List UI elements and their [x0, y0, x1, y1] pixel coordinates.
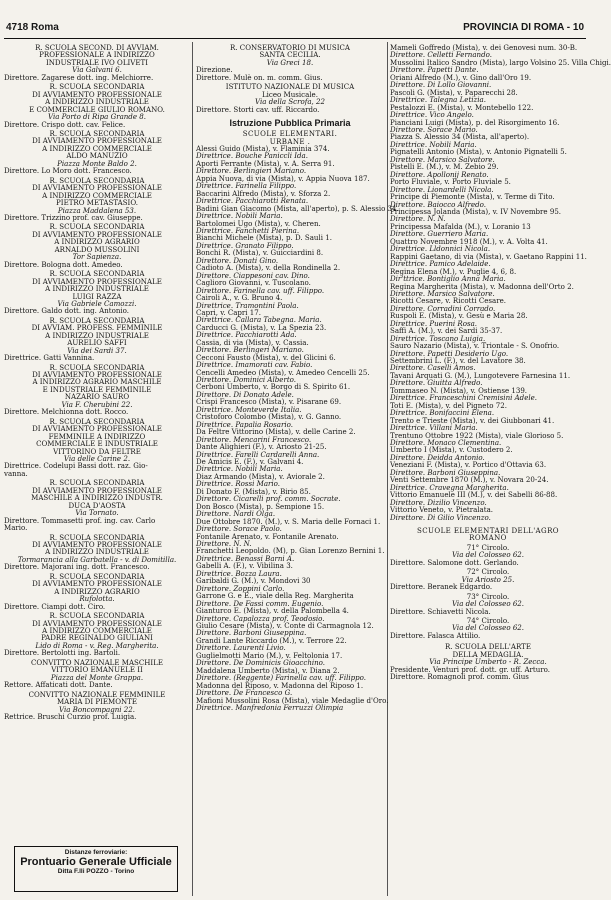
- director-line: Direttore. Ciampi dott. Ciro.: [4, 601, 106, 611]
- institution-name: COMMERCIALE E INDUSTRIALE: [36, 439, 158, 449]
- institution-name: MARIA DI PIEMONTE: [56, 697, 138, 707]
- institution-entry: [4, 691, 190, 721]
- school-line: Vittorio Veneto, v. Pietralata.: [390, 505, 494, 515]
- school-line: Alessi Guido (Mista), v. Flaminia 374.: [196, 143, 330, 153]
- institution-name: A INDIRIZZO INDUSTRIALE: [45, 97, 149, 107]
- circle-number: 73° Circolo.: [466, 591, 510, 601]
- column-middle: [196, 43, 399, 896]
- institution-name: PIETRO METASTASIO.: [56, 198, 138, 208]
- director-line: Direttore. Trizzino prof. cav. Giuseppe.: [4, 212, 143, 222]
- school-line: Di Donato F. (Mista), v. Birio 85.: [196, 486, 311, 496]
- school-line: Badini Gian Giacomo (Mista, all'aperto), p. S. Alessio 34.: [196, 203, 399, 213]
- director-line: Direttore. Cicarelli prof. comm. Socrate.: [196, 494, 341, 504]
- institution-name: LUIGI RAZZA: [72, 291, 122, 301]
- director-line: Direttore. Sorace Mario.: [390, 124, 478, 134]
- section-subheading: SCUOLE ELEMENTARI DELL'AGRO: [417, 526, 559, 535]
- director-line: Direttore. Barboni Giuseppina.: [196, 628, 307, 638]
- school-line: Porto Fluviale, v. Porto Fluviale 5.: [390, 177, 511, 187]
- director-line: Direttore. Lionardelli Nicola.: [390, 184, 494, 194]
- director-line: Direttrice. Benassi Barni A.: [196, 553, 295, 563]
- director-line: Direttrice. Gatti Vannina.: [4, 353, 95, 363]
- institution-address: Via dei Sardi 37.: [67, 345, 127, 355]
- director-line: Direttrice. Fanchetti Pierina.: [196, 225, 300, 235]
- institution-address: Piazza del Monte Grappa.: [50, 672, 144, 682]
- director-line: Direttrice. Codelupi Bassi dott. raz. Gio-: [4, 461, 148, 471]
- institution-entry: [4, 130, 190, 175]
- school-line: Guglielmotti Mario (M.), v. Feltolonia 17.: [196, 650, 343, 660]
- school-line: Don Bosco (Mista), p. Sempione 15.: [196, 501, 325, 511]
- director-line: Direttore. Apollonij Renato.: [390, 169, 489, 179]
- director-line: Direttore. Donati Gino.: [196, 255, 279, 265]
- school-line: Principe di Piemonte (Mista), v. Terme di Tito.: [390, 192, 555, 202]
- circle-number: 74° Circolo.: [466, 615, 510, 625]
- institution-name: PADRE REGINALDO GIULIANI: [41, 633, 153, 643]
- director-line: Direttore. De Dominicis Gioacchino.: [196, 658, 326, 668]
- director-line: Direttore. Guerriero Maria.: [390, 229, 489, 239]
- institution-name: A INDIRIZZO COMMERCIALE: [42, 143, 152, 153]
- institution-address: Rufolotta.: [79, 594, 115, 604]
- circle-address: Via del Colosseo 62.: [451, 623, 525, 633]
- school-line: Dante Alighieri (F.), v. Ariosto 21-25.: [196, 442, 327, 452]
- institution-name: DI AVVIAMENTO PROFESSIONALE: [32, 136, 162, 146]
- school-line: Gianturco E. (Mista), v. della Palombella 4.: [196, 606, 349, 616]
- director-line: Direttore. Di Gilio Vincenzo.: [390, 512, 491, 522]
- director-line: Direttore. Marsico Salvatore.: [390, 288, 495, 298]
- institution-entry: [4, 44, 190, 81]
- institution-entry: [196, 44, 384, 81]
- institution-address: Via Principe Umberto - R. Zecca.: [429, 657, 547, 667]
- institution-name: R. CONSERVATORIO DI MUSICA: [230, 43, 350, 52]
- school-line: De Amicis E. (F.), v. Galvani 4.: [196, 457, 304, 467]
- institution-entry: [4, 317, 190, 362]
- director-line: vanna.: [4, 468, 28, 478]
- school-line: Tavani Arquati G. (M.), Lungotevere Farnesina 11.: [390, 370, 571, 380]
- institution-entry: [390, 643, 586, 680]
- institution-name: R. SCUOLA SECONDARIA: [49, 222, 145, 232]
- column-divider: [192, 42, 193, 896]
- director-line: Direttrice. Pacchiarotti Renata.: [196, 196, 309, 206]
- circle-address: Via del Colosseo 62.: [451, 550, 525, 560]
- advertisement-box: [14, 846, 178, 892]
- institution-name: A INDIRIZZO AGRARIO MASCHILE: [32, 377, 162, 387]
- circle-entry: [390, 568, 586, 590]
- director-line: Direttrice. Granato Filippo.: [196, 240, 294, 250]
- institution-name: DI AVVIAMENTO PROFESSIONALE: [32, 89, 162, 99]
- institution-entry: [4, 612, 190, 657]
- school-line: Toti E. (Mista), v. del Pigneto 72.: [390, 400, 507, 410]
- director-line: Direttore. Papetti Dante.: [390, 65, 479, 75]
- institution-name: A INDIRIZZO AGRARIO: [54, 237, 140, 247]
- institution-entry: [4, 83, 190, 128]
- column-left: [4, 44, 190, 896]
- school-line: Capri, v. Capri 17.: [196, 307, 262, 317]
- institution-name: VITTORINO DA FELTRE: [53, 446, 141, 456]
- institution-entry: [4, 270, 190, 315]
- school-line: Mafioni Mussolini Rosa (Mista), viale Medaglie d'Oro.: [196, 695, 389, 705]
- school-line: Cecconi Fausto (Mista), v. del Glicini 6.: [196, 352, 336, 362]
- school-line: Pistelli E. (M.), v. M. Zebio 29.: [390, 162, 499, 172]
- institution-name: R. SCUOLA SECONDARIA: [49, 611, 145, 621]
- institution-name: DI AVVIAMENTO PROFESSIONALE: [32, 370, 162, 380]
- school-line: Cassia, di via (Mista), v. Cassia.: [196, 337, 309, 347]
- institution-name: FEMMINILE A INDIRIZZO: [48, 431, 146, 441]
- school-line: Grandi Lante Riccardo (M.), v. Terrore 22.: [196, 635, 347, 645]
- institution-entry: [196, 83, 384, 113]
- institution-entry: [4, 418, 190, 478]
- director-line: Dir'ttrice. Bontiglio Anna Maria.: [390, 274, 506, 284]
- institution-name: ARNALDO MUSSOLINI: [54, 244, 140, 254]
- circle-number: 72° Circolo.: [466, 567, 510, 577]
- school-line: Caglioro Giovanni, v. Tuscolano.: [196, 278, 311, 288]
- institution-address: Via Gabriele Camozzi.: [57, 298, 137, 308]
- institution-address: Piazza Monte Baldo 2.: [57, 158, 137, 168]
- director-line: Direttrice. Toscano Luigia.: [390, 333, 486, 343]
- director-line: Direttore. Mulè on. m. comm. Gius.: [196, 72, 323, 82]
- director-line: Direttore. N. N.: [390, 214, 446, 224]
- director-line: Direttore. Farinella cav. uff. Filippo.: [196, 285, 325, 295]
- institution-address: Via Porto di Ripa Grande 8.: [48, 112, 146, 122]
- institution-name: NAZARIO SAURO: [64, 392, 130, 402]
- director-line: Direttrice. Tramontini Paola.: [196, 300, 299, 310]
- institution-name: DELLA MEDAGLIA.: [452, 649, 524, 659]
- institution-name: A INDIRIZZO COMMERCIALE: [42, 625, 152, 635]
- institution-name: R. SCUOLA SECONDARIA: [49, 269, 145, 279]
- institution-name: R. SCUOLA SECONDARIA: [49, 175, 145, 185]
- school-line: Principessa Jolanda (Mista), v. IV Novembre 95.: [390, 206, 562, 216]
- institution-name: DI AVVIAMENTO PROFESSIONALE: [32, 485, 162, 495]
- school-line: Settembrini L. (F.), v. del Lavatore 38.: [390, 356, 526, 366]
- institution-name: DI AVVIAMENTO PROFESSIONALE: [32, 229, 162, 239]
- director-line: Direttore. Sorace Paolo.: [196, 524, 282, 534]
- institution-name: R. SCUOLA SECONDARIA: [49, 416, 145, 426]
- institution-name: R. SCUOLA SECOND. DI AVVIAM.: [35, 43, 159, 52]
- director-line: Direttore. Berlingeri Mariano.: [196, 345, 304, 355]
- school-line: Due Ottobre 1870. (M.), v. S. Maria delle Fornaci 1.: [196, 516, 381, 526]
- school-line: Cairoli A., v. G. Bruno 4.: [196, 293, 283, 303]
- director-line: Direttore. Dizilio Vincenzo.: [390, 497, 487, 507]
- school-line: Regina Elena (M.), v. Puglie 4, 6, 8.: [390, 266, 517, 276]
- institution-name: R. SCUOLA SECONDARIA: [49, 571, 145, 581]
- director-line: Direttore. Barboni Giuseppina.: [390, 467, 501, 477]
- director-line: Direttrice. Manfredonia Ferruzzi Olimpia: [196, 702, 344, 712]
- director-line: Direttore. Caselli Amos.: [390, 363, 476, 373]
- institution-name: MASCHILE A INDIRIZZO INDUSTR.: [31, 493, 163, 503]
- institution-address: Via Tornato.: [75, 508, 119, 518]
- director-line: Direttrice. Talegna Letizia.: [390, 95, 486, 105]
- ad-publisher: Ditta F.lli POZZO - Torino: [57, 868, 135, 875]
- school-line: Regina Margherita (Mista), v. Madonna dell'Orto 2.: [390, 281, 574, 291]
- director-line: Direttore. Lo Moro dott. Francesco.: [4, 166, 132, 176]
- director-line: Direttore. Celletti Fernando.: [390, 50, 492, 60]
- school-line: Maddalena Umberto (Mista), v. Diana 2.: [196, 665, 340, 675]
- school-line: Bartolomei Ugo (Mista), v. Cheren.: [196, 218, 321, 228]
- institution-name: SANTA CECILIA.: [259, 50, 321, 60]
- institution-name: DI AVVIAMENTO PROFESSIONALE: [32, 618, 162, 628]
- director-line: Direttrice. Bouche Paniccli Ida.: [196, 151, 308, 161]
- school-line: Fontanile Arenato, v. Fontanile Arenato.: [196, 531, 339, 541]
- institution-name: PROFESSIONALE A INDIRIZZO: [39, 50, 155, 60]
- director-line: Direttore. (Reggente) Farinella cav. uff. Filippo.: [196, 673, 367, 683]
- school-line: Aporti Ferrante (Mista), v. A. Serra 91.: [196, 158, 335, 168]
- director-line: Direttore. Baiocco Alfredo.: [390, 199, 486, 209]
- school-line: Garibaldi G. (M.), v. Mondovi 30: [196, 576, 311, 586]
- director-line: Direttore. Beranek Edgardo.: [390, 582, 493, 592]
- institution-name: VITTORIO EMANUELE II: [51, 665, 143, 675]
- director-line: Direttore. Di Lollo Giovanni.: [390, 80, 492, 90]
- director-line: Direttrice. Imamorati cav. Fabio.: [196, 360, 313, 370]
- director-line: Direttrice. Puerini Rosa.: [390, 318, 478, 328]
- director-line: Direttrice. Papalia Rosario.: [196, 419, 293, 429]
- school-line: Carducci G. (Mista), v. La Spezia 23.: [196, 322, 327, 332]
- school-line: Pestalozzi E. (Mista), v. Montebello 122.: [390, 102, 534, 112]
- institution-address: Via Greci 18.: [266, 57, 314, 67]
- institution-name: A INDIRIZZO INDUSTRIALE: [45, 284, 149, 294]
- section-heading: Istruzione Pubblica Primaria: [229, 118, 351, 129]
- institution-name: DI AVVIAMENTO PROFESSIONALE: [32, 276, 162, 286]
- director-line: Direttore. Bologna dott. Amedeo.: [4, 259, 123, 269]
- director-line: Direttore. Tommasetti prof. ing. cav. Carlo: [4, 515, 156, 525]
- director-line: Direttrice. Bozza Laura.: [196, 568, 282, 578]
- school-line: Rappini Gaetano, di via (Mista), v. Gaetano Rappini 11.: [390, 251, 587, 261]
- school-line: Bianchi Michele (Mista), p. D. Sauli 1.: [196, 233, 332, 243]
- institution-name: E INDUSTRIALE FEMMINILE: [42, 384, 152, 394]
- director-line: Direttore. Laurenti Livio.: [196, 643, 286, 653]
- institution-name: CONVITTO NAZIONALE FEMMINILE: [28, 689, 166, 699]
- director-line: Direttrice. Villani Maria.: [390, 423, 478, 433]
- school-line: Ruspoli E. (Mista), v. Gesù e Maria 28.: [390, 311, 528, 321]
- director-line: Direttrice. Rossi Mario.: [196, 479, 280, 489]
- institution-address: Via della Scrofa, 22: [255, 97, 325, 107]
- institution-entry: [4, 177, 190, 222]
- director-line: Direttore. De Fassi comm. Eugenio.: [196, 598, 324, 608]
- institution-name: DI AVVIAM. PROFESS. FEMMINILE: [31, 323, 163, 333]
- director-line: Direttore. Zoppini Carlo.: [196, 583, 285, 593]
- director-line: Direttrice. Lldonnici Nicola.: [390, 244, 491, 254]
- director-line: Direttrice. Cravegna Margherita.: [390, 482, 509, 492]
- section-subheading: SCUOLE ELEMENTARI.: [242, 129, 338, 139]
- institution-entry: [4, 659, 190, 689]
- director-line: Presidente. Venturi prof. dott. gr. uff. Arturo.: [390, 664, 551, 674]
- director-line: Direttrice. Bonifaccini Elena.: [390, 408, 495, 418]
- director-line: Direttore. Romagnoli prof. comm. Gius: [390, 672, 529, 682]
- school-line: Ricotti Cesare, v. Ricotti Cesare.: [390, 296, 506, 306]
- institution-name: R. SCUOLA SECONDARIA: [49, 82, 145, 92]
- institution-address: Tormarancia alla Garbatella - v. di Domitilla.: [17, 554, 177, 564]
- school-line: Quattro Novembre 1918 (M.), v. A. Volta 41.: [390, 236, 548, 246]
- director-line: Direttore. N. N.: [196, 539, 252, 548]
- institution-name: DI AVVIAMENTO PROFESSIONALE: [32, 579, 162, 589]
- director-line: Direttrice. Nobili Maria.: [196, 211, 283, 221]
- institution-entry: [4, 479, 190, 531]
- director-line: Direttore. Dominici Alberto.: [196, 375, 297, 385]
- school-line: Franchetti Leopoldo. (M), p. Gian Lorenzo Bernini 1.: [196, 546, 385, 556]
- school-line: Crispi Francesco (Mista), v. Pisarane 69.: [196, 397, 342, 407]
- institution-name: A INDIRIZZO INDUSTRIALE: [45, 547, 149, 557]
- director-line: Direttore. Marsico Salvatore.: [390, 154, 495, 164]
- director-line: Direttore. Corradini Corrado.: [390, 303, 496, 313]
- director-line: Direttore. Falasca Attilio.: [390, 630, 481, 640]
- school-line: Bonchi R. (Mista), v. Guicciardini 8.: [196, 248, 324, 258]
- director-line: Direttore. Monaco Clementina.: [390, 438, 502, 448]
- section-subheading: URBANE .: [269, 136, 311, 146]
- director-line: Direttore. Deidda Antonio.: [390, 452, 485, 462]
- institution-name: R. SCUOLA SECONDARIA: [49, 128, 145, 138]
- school-line: Mussolini Italico Sandro (Mista), largo Volsino 25. Villa Chigi.: [390, 57, 611, 67]
- school-line: Saffi A. (M.), v. dei Sardi 35-37.: [390, 326, 503, 336]
- circle-number: 71° Circolo.: [466, 542, 510, 552]
- institution-name: DI AVVIAMENTO PROFESSIONALE: [32, 540, 162, 549]
- director-line: Direttrice. Nobili Maria.: [390, 139, 477, 149]
- agro-section-heading: [390, 527, 586, 542]
- school-line: Trento e Trieste (Mista), v. dei Giubbonari 41.: [390, 415, 555, 425]
- director-line: Direttore. Nardi Olga.: [196, 509, 276, 519]
- circle-address: Via Ariosto 25.: [461, 574, 515, 584]
- school-line: Tommaseo N. (Mista), v. Ostiense 139.: [390, 385, 528, 395]
- institution-address: Piazza Maddalena 53.: [57, 205, 137, 215]
- institution-name: Liceo Musicale.: [262, 89, 318, 99]
- institution-address: Via F. Cherubini 22.: [61, 399, 133, 409]
- institution-entry: [4, 534, 190, 571]
- director-line: Direttore. Ciappesoni cav. Dino.: [196, 270, 310, 280]
- institution-name: R. SCUOLA SECONDARIA: [49, 315, 145, 325]
- director-line: Direzione.: [196, 65, 233, 75]
- director-line: Direttore. Schiavetti Nicola.: [390, 606, 491, 616]
- school-line: Da Feltre Vittorino (Mista), v. delle Carine 2.: [196, 427, 356, 437]
- institution-entry: [4, 573, 190, 610]
- school-line: Oriani Alfredo (M.), v. Gino dall'Oro 19.: [390, 72, 532, 82]
- school-line: Vittorio Emanuele III (M.), v. dei Sabelli 86-88.: [390, 490, 558, 500]
- school-line: Gabelli A. (F.), v. Vibilina 3.: [196, 561, 293, 571]
- column-right: [390, 43, 611, 896]
- section-title-right: PROVINCIA DI ROMA - 10: [463, 22, 584, 33]
- director-line: Direttore. Melchionna dott. Rocco.: [4, 407, 129, 417]
- school-line: Cerboni Umberto, v. Borgo di S. Spirito 61.: [196, 382, 351, 392]
- director-line: Direttore. Di Donato Adele.: [196, 389, 294, 399]
- school-line: Veneziani F. (Mista), v. Portico d'Ottavia 63.: [390, 460, 547, 470]
- institution-name: R. SCUOLA SECONDARIA: [49, 532, 145, 542]
- section-subheading: ROMANO: [469, 533, 507, 543]
- institution-name: A INDIRIZZO AGRARIO: [54, 586, 140, 596]
- institution-address: Via delle Carine 2.: [63, 454, 131, 464]
- institution-name: DUCA D'AOSTA: [68, 500, 126, 510]
- school-line: Appia Nuova, di via (Mista), v. Appia Nuova 187.: [196, 173, 370, 183]
- director-line: Direttrice. Callara Tabegna. Maria.: [196, 315, 322, 325]
- column-divider: [387, 42, 388, 896]
- director-line: Direttore. Mencarini Francesco.: [196, 434, 312, 444]
- institution-name: R. SCUOLA SECONDARIA: [49, 478, 145, 488]
- school-line: Venti Settembre 1870 (M.), v. Novara 20-24.: [390, 475, 549, 485]
- director-line: Direttore. De Francesco G.: [196, 688, 293, 698]
- school-line: Umberto I (Mista), v. Custodero 2.: [390, 445, 513, 455]
- school-line: Pascoli G. (Mista), v. Paparecchi 28.: [390, 87, 518, 97]
- director-line: Direttore. Bertolotti ing. Bartoli.: [4, 648, 121, 658]
- institution-address: Via Boncompagni 22.: [59, 704, 135, 714]
- page-header: [4, 22, 586, 39]
- director-line: Rettrice. Bruschi Curzio prof. Luigia.: [4, 711, 137, 721]
- school-line: Principessa Mafalda (M.), v. Loranio 13: [390, 221, 531, 231]
- institution-name: INDUSTRIALE IVO OLIVETI: [45, 57, 149, 67]
- institution-name: R. SCUOLA SECONDARIA: [49, 362, 145, 372]
- director-line: Direttore. Berlingieri Mariano.: [196, 166, 307, 176]
- director-line: Direttrice. Pacchiarotti Ada.: [196, 330, 297, 340]
- director-line: Direttore. Galdo dott. ing. Antonio.: [4, 306, 129, 316]
- director-line: Direttore. Storti cav. uff. Riccardo.: [196, 104, 320, 114]
- school-line: Diaz Armando (Mista), v. Aviorale 2.: [196, 471, 325, 481]
- director-line: Direttore. Giuitta Alfredo.: [390, 378, 483, 388]
- director-line: Rettore. Affaticati dott. Dante.: [4, 680, 113, 690]
- school-line: Cristoforo Colombo (Mista), v. G. Ganno.: [196, 412, 342, 422]
- institution-address: Lido di Roma - v. Reg. Margherita.: [35, 640, 159, 650]
- institution-name: A INDIRIZZO COMMERCIALE: [42, 190, 152, 200]
- institution-name: ISTITUTO NAZIONALE DI MUSICA: [225, 82, 355, 92]
- circle-entry: [390, 617, 586, 639]
- director-line: Direttrice. Nobili Maria.: [196, 464, 283, 474]
- school-line: Mameli Goffredo (Mista), v. dei Genovesi num. 30-B.: [390, 43, 578, 52]
- school-line: Garrone G. e E., viale della Reg. Margherita: [196, 591, 354, 601]
- director-line: Direttrice. Vico Angelo.: [390, 110, 474, 120]
- institution-entry: [4, 223, 190, 268]
- ad-label: Distanze ferroviarie:: [64, 849, 128, 856]
- institution-name: ALDO MANUZIO: [66, 151, 128, 161]
- director-line: Direttore. Zagarese dott. ing. Melchiorre.: [4, 72, 154, 82]
- school-line: Madonna del Riposo, v. Madonna del Riposo 1.: [196, 680, 364, 690]
- school-line: Giulio Cesare (Mista), v. Conte di Carmagnola 12.: [196, 620, 374, 630]
- school-line: Sauro Nazario (Mista), v. Triontale - S. Onofrio.: [390, 341, 560, 351]
- school-line: Cadioto A. (Mista), v. della Rondinella 2.: [196, 263, 341, 273]
- school-line: Trentuno Ottobre 1922 (Mista), viale Glorioso 5.: [390, 430, 564, 440]
- school-line: Piazza S. Alessio 34 (Mista, all'aperto).: [390, 132, 530, 142]
- circle-entry: [390, 593, 586, 615]
- director-line: Direttore. Crispo dott. cav. Felice.: [4, 119, 126, 129]
- institution-address: Via Galvani 6.: [72, 65, 122, 75]
- ad-title: Prontuario Generale Ufficiale: [20, 856, 172, 868]
- director-line: Direttrice. Pamico Adelaide.: [390, 259, 491, 269]
- director-line: Direttore. Majorani ing. dott. Francesco.: [4, 562, 150, 572]
- director-line: Mario.: [4, 523, 28, 533]
- institution-name: DI AVVIAMENTO PROFESSIONALE: [32, 183, 162, 193]
- circle-entry: [390, 544, 586, 566]
- director-line: Direttore. Papetti Desiderio Ugo.: [390, 348, 509, 358]
- institution-name: DI AVVIAMENTO PROFESSIONALE: [32, 424, 162, 434]
- school-line: Cencelli Amedeo (Mista), v. Amedeo Cencelli 25.: [196, 367, 370, 377]
- institution-name: CONVITTO NAZIONALE MASCHILE: [30, 657, 164, 667]
- school-line: Pignatelli Antonio (Mista), v. Antonio Pignatelli 5.: [390, 147, 567, 157]
- director-line: Direttrice. Farinella Filippo.: [196, 181, 297, 191]
- page-number-left: 4718 Roma: [6, 22, 59, 33]
- director-line: Direttrice. Farelli Cardarelli Anna.: [196, 449, 320, 459]
- institution-name: E COMMERCIALE GIULIO ROMANO.: [29, 104, 165, 114]
- school-line: Baccarini Alfredo (Mista), v. Sforza 2.: [196, 188, 331, 198]
- institution-entry: [4, 364, 190, 416]
- school-line: Pianciani Luigi (Mista), p. del Risorgimento 16.: [390, 117, 560, 127]
- institution-address: Tor Sapienza.: [72, 252, 122, 262]
- director-line: Direttrice. Franceschini Cremisini Adele.: [390, 393, 538, 403]
- institution-name: A INDIRIZZO INDUSTRIALE: [45, 330, 149, 340]
- institution-name: R. SCUOLA DELL'ARTE: [445, 642, 531, 652]
- director-line: Direttore. Capalozza prof. Teodosio.: [196, 613, 325, 623]
- director-line: Direttore. Salomone dott. Gerlando.: [390, 557, 519, 567]
- circle-address: Via del Colosseo 62.: [451, 599, 525, 609]
- director-line: Direttrice. Monteverde Italia.: [196, 404, 302, 414]
- institution-name: AURELIO SAFFI: [67, 338, 127, 348]
